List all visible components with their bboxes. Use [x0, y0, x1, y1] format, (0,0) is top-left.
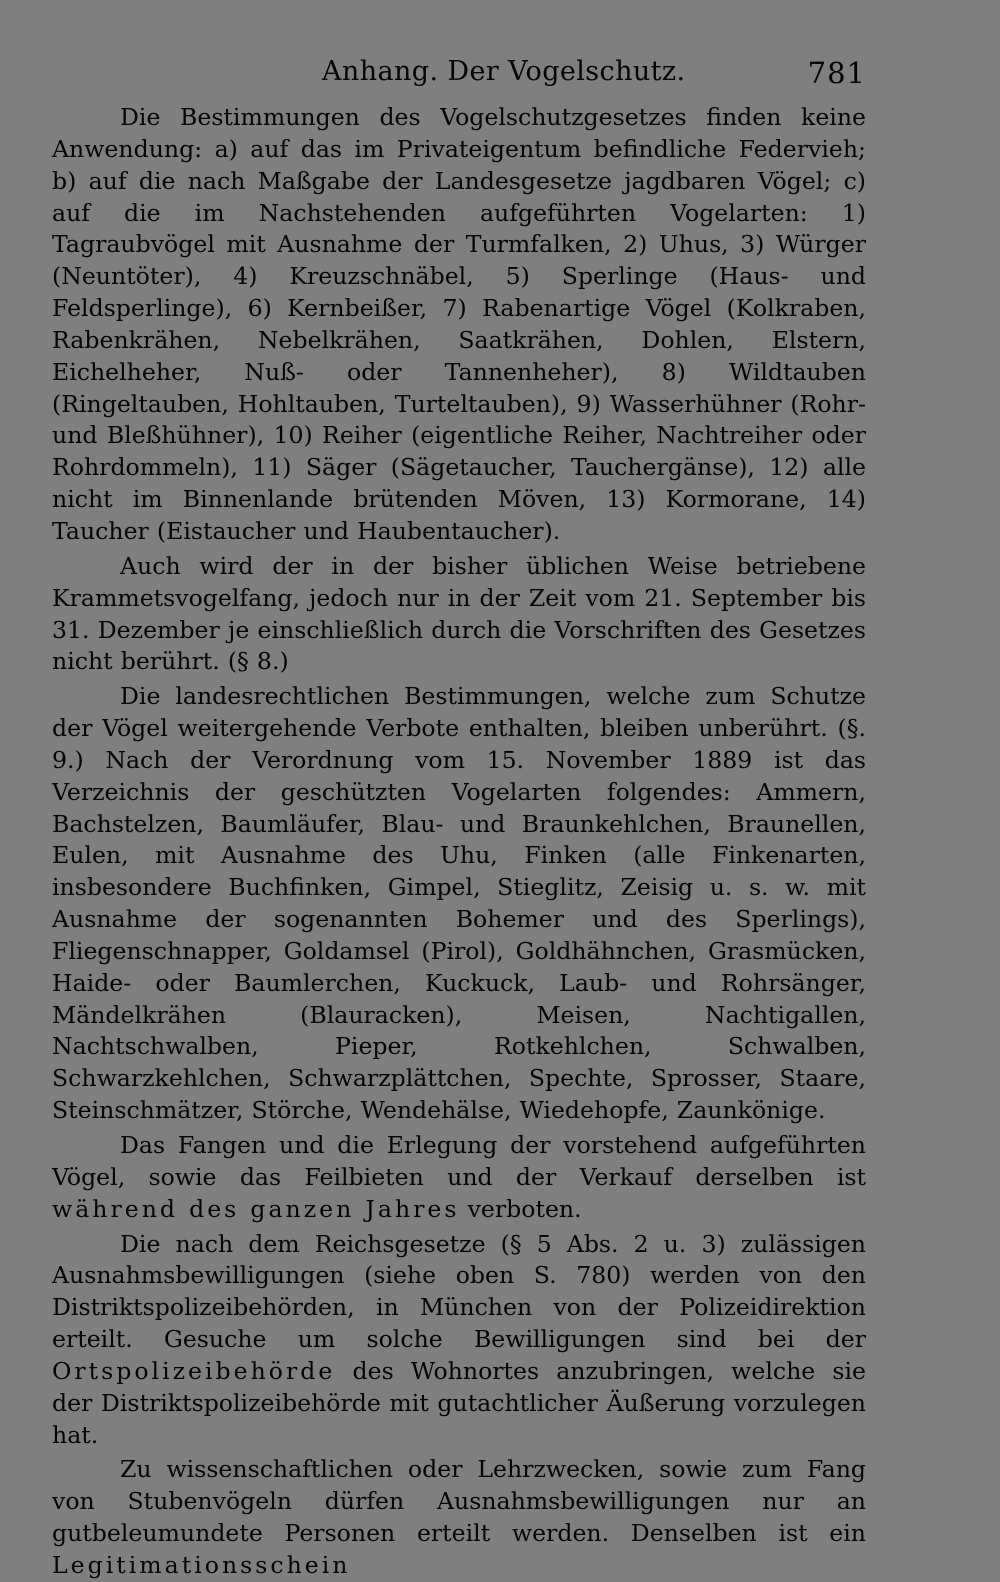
paragraph-exception-permits [52, 1229, 866, 1452]
running-title: Anhang. Der Vogelschutz. [322, 56, 686, 87]
paragraph-text: Auch wird der in der bisher üblichen Weise betriebene Krammetsvogelfang, jedoch nur in der Zeit vom 21. September bis 31. Dezember je einschließlich durch die Vorschriften des Gesetzes nicht berührt. (§ 8.) [52, 551, 866, 676]
paragraph-text: Die nach dem Reichsgesetze (§ 5 Abs. 2 u. 3) zulässigen Ausnahmsbewilligungen (siehe oben S. 780) werden von den Distriktspolizeibehörden, in München von der Polizeidirektion erteilt. Gesuche um solche Bewilligungen sind bei der [52, 1229, 866, 1354]
body-text [52, 102, 866, 1582]
paragraph-text: Die Bestimmungen des Vogelschutzgesetzes finden keine Anwendung: a) auf das im Privateigentum befindliche Federvieh; b) auf die nach Maßgabe der Landesgesetze jagdbaren Vögel; c) auf die im Nachstehenden aufgeführten Vogelarten: 1) Tagraubvögel mit Ausnahme der Turmfalken, 2) Uhus, 3) Würger (Neuntöter), 4) Kreuzschnäbel, 5) Sperlinge (Haus- und Feldsperlinge), 6) Kernbeißer, 7) Rabenartige Vögel (Kolkraben, Rabenkrähen, Nebelkrähen, Saatkrähen, Dohlen, Elstern, Eichelheher, Nuß- oder Tannenheher), 8) Wildtauben (Ringeltauben, Hohltauben, Turteltauben), 9) Wasserhühner (Rohr- und Bleßhühner), 10) Reiher (eigentliche Reiher, Nachtreiher oder Rohrdommeln), 11) Säger (Sägetaucher, Tauchergänse), 12) alle nicht im Binnenlande brütenden Möven, 13) Kormorane, 14) Taucher (Eistaucher und Haubentaucher). [52, 103, 866, 545]
paragraph-exemptions [52, 102, 866, 548]
paragraph-text: Die landesrechtlichen Bestimmungen, welche zum Schutze der Vögel weitergehende Verbote enthalten, bleiben unberührt. (§. 9.) Nach der Verordnung vom 15. November 1889 ist das Verzeichnis der geschützten Vogelarten folgendes: Ammern, Bachstelzen, Baumläufer, Blau- und Braunkehlchen, Braunellen, Eulen, mit Ausnahme des Uhu, Finken (alle Finkenarten, insbesondere Buchfinken, Gimpel, Stieglitz, Zeisig u. s. w. mit Ausnahme der sogenannten Bohemer und des Sperlings), Fliegenschnapper, Goldamsel (Pirol), Goldhähnchen, Grasmücken, Haide- oder Baumlerchen, Kuckuck, Laub- und Rohrsänger, Mändelkrähen (Blauracken), Meisen, Nachtigallen, Nachtschwalben, Pieper, Rotkehlchen, Schwalben, Schwarzkehlchen, Schwarzplättchen, Spechte, Sprosser, Staare, Steinschmätzer, Störche, Wendehälse, Wiedehopfe, Zaunkönige. [52, 682, 866, 1125]
paragraph-text: Das Fangen und die Erlegung der vorstehend aufgeführten Vögel, sowie das Feilbieten und der Verkauf derselben ist [52, 1131, 866, 1191]
page-number: 781 [807, 56, 866, 90]
paragraph-text: des Wohnortes anzubringen, welche sie der Distriktspolizeibehörde mit gutachtlicher Äußerung vorzulegen hat. [52, 1356, 866, 1449]
paragraph-protected-species [52, 681, 866, 1127]
paragraph-hunting-ban [52, 1130, 866, 1226]
emphasized-text: Legitimationsschein [52, 1550, 351, 1579]
paragraph-text: verboten. [459, 1194, 582, 1223]
paragraph-krammetsvogelfang [52, 551, 866, 678]
emphasized-text: Ortspolizeibehörde [52, 1356, 336, 1385]
running-head [52, 56, 866, 102]
paragraph-text: Zu wissenschaftlichen oder Lehrzwecken, sowie zum Fang von Stubenvögeln dürfen Ausnahmsbewilligungen nur an gutbeleumundete Personen erteilt werden. Denselben ist ein [52, 1455, 866, 1548]
emphasized-text: während des ganzen Jahres [52, 1194, 460, 1223]
paragraph-scientific-permits [52, 1454, 866, 1581]
